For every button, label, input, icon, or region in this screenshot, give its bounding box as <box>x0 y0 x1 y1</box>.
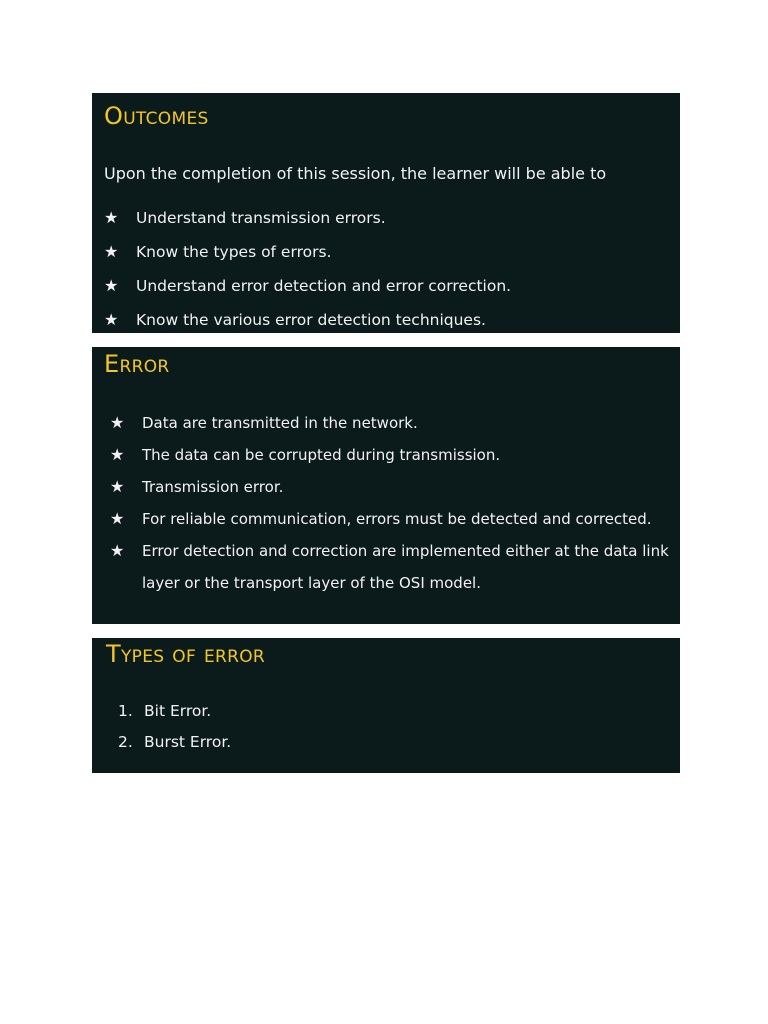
outcome-item <box>104 309 486 331</box>
outcome-item-text: Know the types of errors. <box>136 243 332 261</box>
outcome-item <box>104 275 511 297</box>
outcomes-intro: Upon the completion of this session, the learner will be able to <box>104 164 607 183</box>
error-item-text: Transmission error. <box>142 478 284 496</box>
outcomes-title: Outcomes <box>104 102 209 130</box>
outcome-item-text: Understand transmission errors. <box>136 209 386 227</box>
star-bullet-icon: ★ <box>110 445 125 464</box>
type-item-label: Burst Error. <box>144 733 232 751</box>
error-item <box>110 412 418 434</box>
star-bullet-icon: ★ <box>110 509 125 528</box>
error-slide <box>92 347 680 624</box>
error-item <box>110 444 500 466</box>
outcome-item <box>104 241 331 263</box>
outcome-item-text: Know the various error detection techniques. <box>136 311 486 329</box>
star-bullet-icon: ★ <box>104 276 119 295</box>
type-item-label: Bit Error. <box>144 702 212 720</box>
type-item-number: 2. <box>118 733 133 751</box>
star-bullet-icon: ★ <box>110 477 125 496</box>
error-item-text: The data can be corrupted during transmission. <box>142 446 501 464</box>
type-item <box>118 700 211 722</box>
error-title: Error <box>104 350 170 378</box>
type-item-number: 1. <box>118 702 133 720</box>
error-item <box>110 476 283 498</box>
star-bullet-icon: ★ <box>110 413 125 432</box>
types-title: Types of error <box>106 640 266 668</box>
error-item <box>110 508 652 530</box>
type-item <box>118 731 231 753</box>
star-bullet-icon: ★ <box>104 310 119 329</box>
error-item <box>110 535 682 599</box>
error-item-text: For reliable communication, errors must be detected and corrected. <box>142 510 652 528</box>
outcomes-slide <box>92 93 680 333</box>
types-of-error-slide <box>92 638 680 773</box>
outcome-item-text: Understand error detection and error correction. <box>136 277 512 295</box>
outcome-item <box>104 207 386 229</box>
star-bullet-icon: ★ <box>110 541 125 560</box>
star-bullet-icon: ★ <box>104 208 119 227</box>
error-item-text: Data are transmitted in the network. <box>142 414 418 432</box>
error-item-text: Error detection and correction are implemented either at the data link layer or the transport layer of the OSI model. <box>142 542 669 592</box>
star-bullet-icon: ★ <box>104 242 119 261</box>
